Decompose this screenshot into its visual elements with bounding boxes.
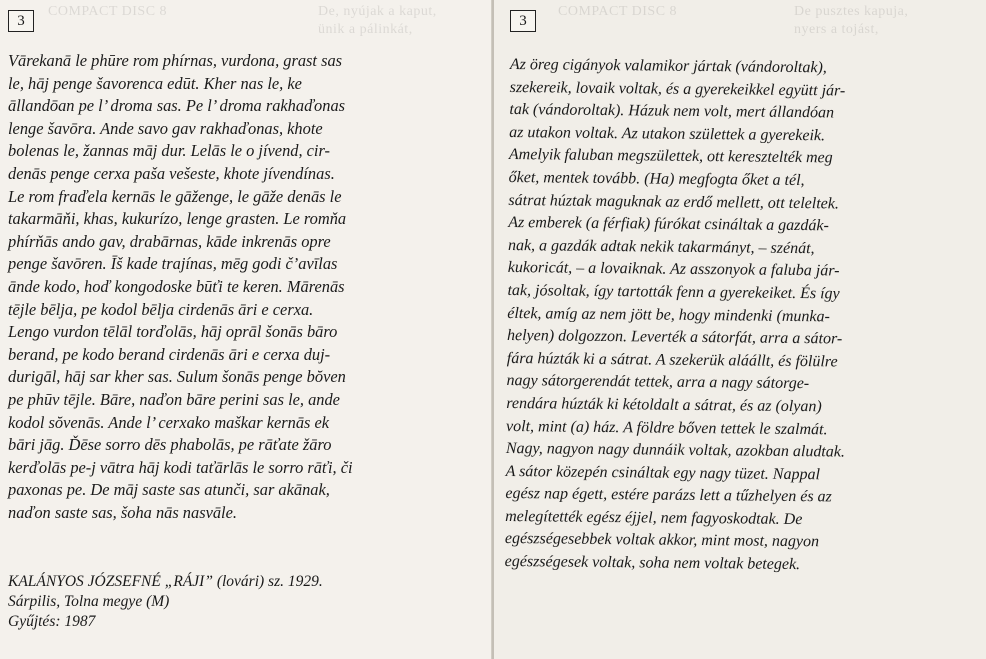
story-line: kerďolās pe-j vātra hāj kodi taťārlās le sorro rāťi, či xyxy=(8,457,353,477)
right-page xyxy=(494,0,986,659)
translation-line: Nagy, nagyon nagy dunnáik voltak, azokban aludtak. xyxy=(505,440,846,461)
translation-line: nak, a gazdák adtak nekik takarmányt, – szénát, xyxy=(507,236,815,257)
story-line: pe phūv tējle. Bāre, naďon bāre perini sas le, ande xyxy=(8,389,340,409)
story-line: takarmāňi, khas, kukurízo, lenge grasten. Le romňa xyxy=(8,209,347,229)
translation-line: tak (vándoroltak). Házuk nem volt, mert állandóan xyxy=(509,101,835,122)
translation-line: éltek, amíg az nem jött be, hogy mindenki (munka- xyxy=(507,304,830,325)
translation-line: szekereik, lovaik voltak, és a gyerekeikkel együtt jár- xyxy=(509,78,846,100)
translation-line: egész nap égett, estére parázs lett a tűzhelyen és az xyxy=(505,485,832,506)
story-line: berand, pe kodo berand cirdenās āri e cerxa duj- xyxy=(8,344,331,364)
credits-block xyxy=(8,572,478,632)
bleed-through-text: COMPACT DISC 8 xyxy=(558,4,678,19)
translation-line: rendára húzták ki kétoldalt a sátrat, és az (olyan) xyxy=(506,394,822,416)
translation-line: fára húzták ki a sátrat. A szekerük aláállt, és fölülre xyxy=(506,349,838,371)
story-line: penge šavōren. Īš kade trajínas, mēg godi č’avīlas xyxy=(8,254,338,274)
bleed-through-text: De pusztes kapuja, xyxy=(794,4,909,19)
translation-line: egészségesebbek voltak akkor, mint most, nagyon xyxy=(504,530,820,551)
translation-line: sátrat húztak maguknak az erdő mellett, ott teleltek. xyxy=(508,191,839,213)
story-line: phírňās ando gav, drabārnas, kāde inkrenās opre xyxy=(8,231,331,251)
hungarian-translation-text xyxy=(505,54,972,578)
story-line: Le rom fraďela kernās le gāženge, le gāže denās le xyxy=(8,186,342,206)
translation-line: Amelyik faluban megszülettek, ott keresztelték meg xyxy=(508,146,833,167)
story-line: naďon saste sas, šoha nās nasvāle. xyxy=(8,502,237,522)
left-page xyxy=(0,0,492,659)
story-line: paxonas pe. De māj saste sas atunči, sar akānak, xyxy=(8,480,330,500)
story-line: ānde kodo, hoď kongodoske būťi te keren. Mārenās xyxy=(8,276,345,296)
translation-line: volt, mint (a) ház. A földre bőven tettek le szalmát. xyxy=(506,417,828,438)
bleed-through-text: De, nyújak a kaput, xyxy=(318,4,437,19)
story-line: lenge šavōra. Ande savo gav rakhaďonas, khote xyxy=(8,118,323,138)
credit-line: Gyűjtés: 1987 xyxy=(8,613,96,630)
credit-line: KALÁNYOS JÓZSEFNÉ „RÁJI” (lovári) sz. 1929. xyxy=(8,573,323,590)
story-line: denās penge cerxa paša vešeste, khote jívendínas. xyxy=(8,163,335,183)
story-line: Lengo vurdon tēlāl torďolās, hāj oprāl šonās bāro xyxy=(8,322,338,342)
translation-line: helyen) dolgozzon. Leverték a sátorfát, arra a sátor- xyxy=(506,327,843,348)
translation-line: tak, jósoltak, így tartották fenn a gyerekeiket. És így xyxy=(507,281,840,303)
translation-line: Az öreg cigányok valamikor jártak (vándoroltak), xyxy=(509,55,827,77)
translation-line: őket, mentek tovább. (Ha) megfogta őket a tél, xyxy=(508,168,805,190)
story-line: kodol sŏvenās. Ande l’ cerxako maškar kernās ek xyxy=(8,412,330,432)
translation-line: melegítették egész éjjel, nem fagyoskodtak. De xyxy=(505,507,803,528)
translation-line: A sátor közepén csináltak egy nagy tüzet. Nappal xyxy=(505,462,821,483)
page-number: 3 xyxy=(510,10,536,32)
romani-story-text xyxy=(8,50,478,524)
credit-line: Sárpilis, Tolna megye (M) xyxy=(8,593,170,610)
story-line: tējle bēlja, pe kodol bēlja cirdenās āri e cerxa. xyxy=(8,299,314,319)
translation-line: az utakon voltak. Az utakon születtek a gyerekeik. xyxy=(509,123,826,145)
story-line: le, hāj penge šavorenca edūt. Kher nas le, ke xyxy=(8,73,302,93)
story-line: āllandōan pe l’ droma sas. Pe l’ droma rakhaďonas xyxy=(8,96,346,116)
page-number: 3 xyxy=(8,10,34,32)
story-line: Vārekanā le phūre rom phírnas, vurdona, grast sas xyxy=(8,51,343,70)
translation-line: Az emberek (a férfiak) fúrókat csináltak a gazdák- xyxy=(508,214,829,235)
story-line: durigāl, hāj sar kher sas. Sulum šonās penge bŏven xyxy=(8,367,346,387)
story-line: bolenas le, žannas māj dur. Lelās le o jívend, cir- xyxy=(8,141,330,161)
translation-line: kukoricát, – a lovaiknak. Az asszonyok a faluba jár- xyxy=(507,259,840,280)
bleed-through-text: ünik a pálinkát, xyxy=(318,22,413,37)
story-line: bāri jāg. Ďēse sorro dēs phabolās, pe rāťate žāro xyxy=(8,435,332,455)
bleed-through-text: COMPACT DISC 8 xyxy=(48,4,168,19)
translation-line: nagy sátorgerendát tettek, arra a nagy sátorge- xyxy=(506,372,810,393)
bleed-through-text: nyers a tojást, xyxy=(794,22,879,37)
translation-line: egészségesek voltak, soha nem voltak betegek. xyxy=(504,553,801,574)
